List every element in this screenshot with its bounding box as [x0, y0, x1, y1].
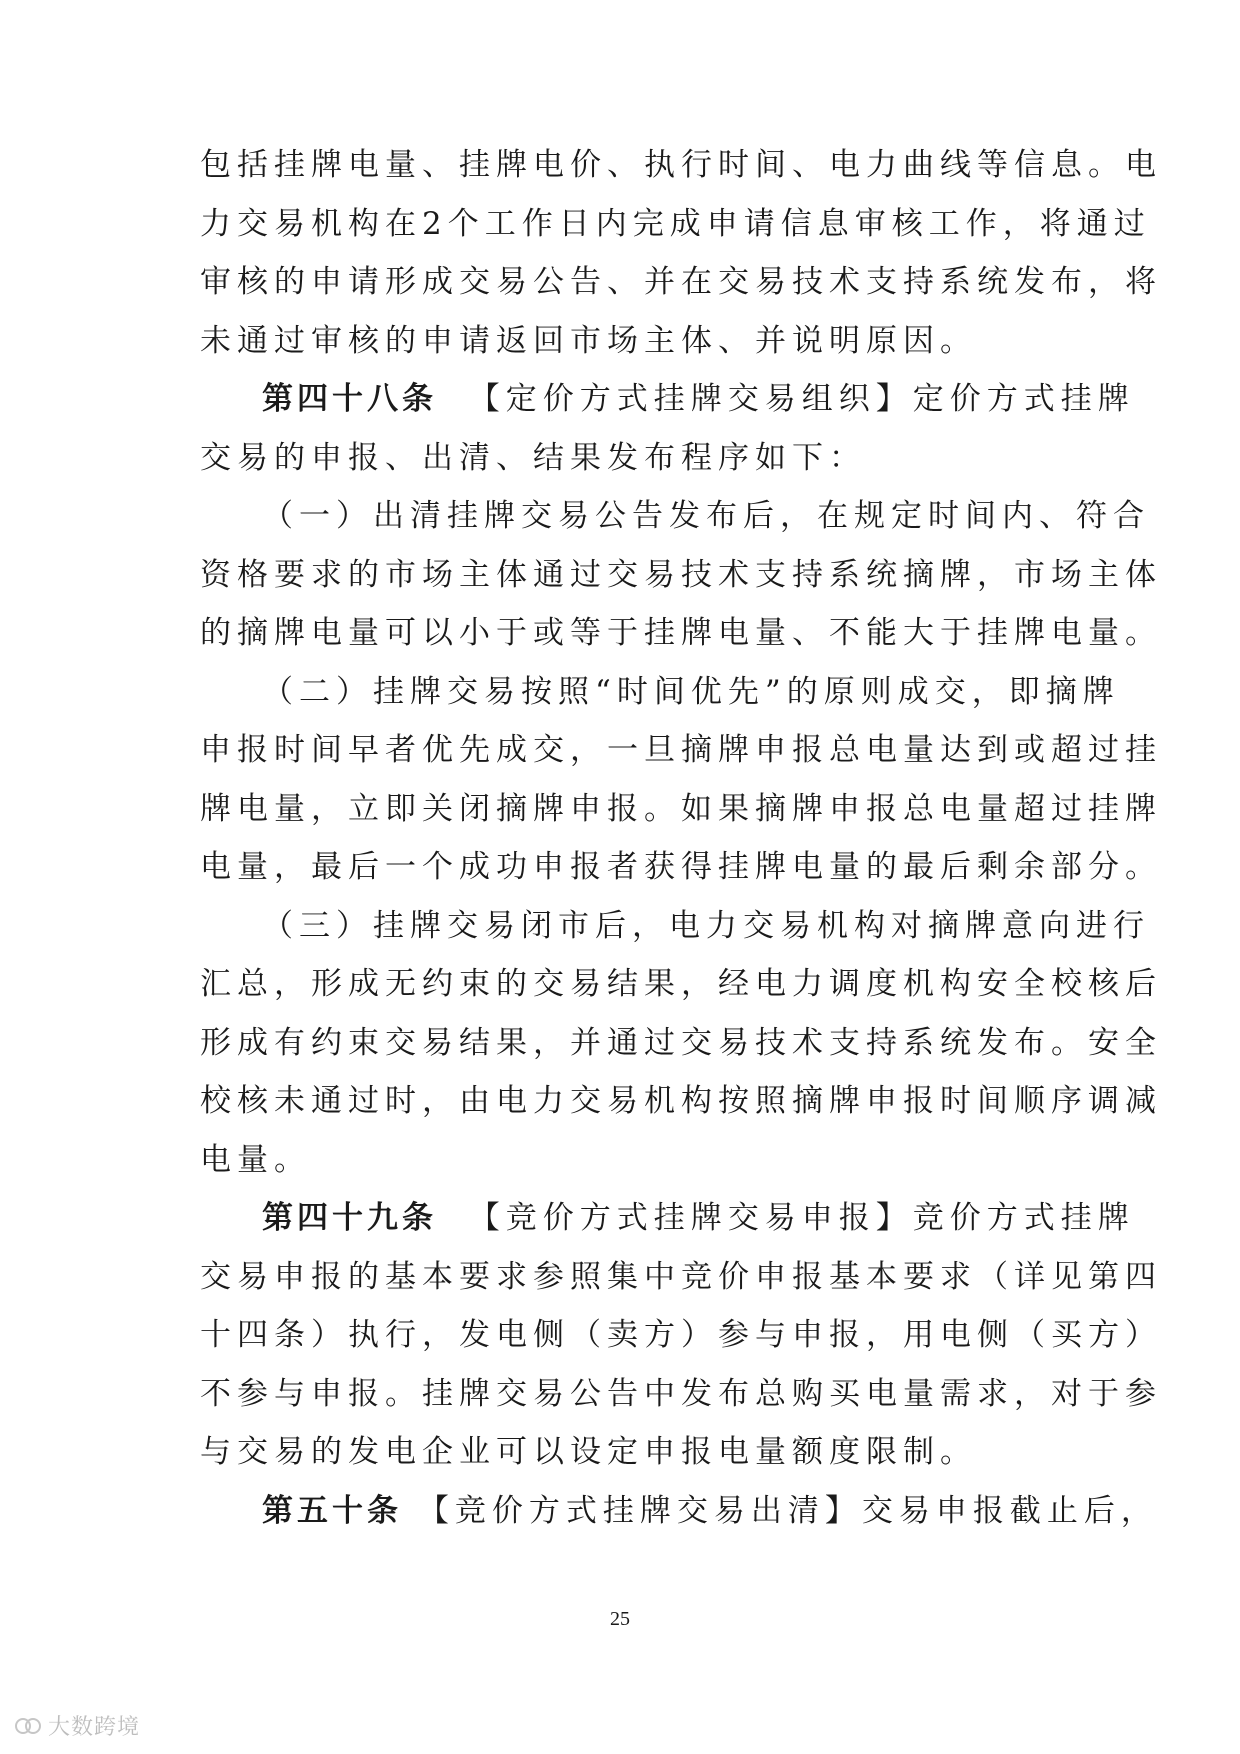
body-line: 包括挂牌电量、挂牌电价、执行时间、电力曲线等信息。电	[200, 147, 1162, 183]
item-1-line: 资格要求的市场主体通过交易技术支持系统摘牌，市场主体	[200, 556, 1162, 593]
body-line: 力交易机构在2个工作日内完成申请信息审核工作，将通过	[200, 205, 1151, 242]
article-49-line: 交易申报的基本要求参照集中竞价申报基本要求（详见第四	[200, 1258, 1162, 1295]
item-3-line: （三）挂牌交易闭市后，电力交易机构对摘牌意向进行	[262, 907, 1150, 944]
article-49-intro: 竞价方式挂牌	[912, 1200, 1135, 1236]
item-3-line: 形成有约束交易结果，并通过交易技术支持系统发布。安全	[200, 1024, 1162, 1061]
article-48-title: 【定价方式挂牌交易组织】	[468, 381, 913, 417]
article-48-number: 第四十八条	[262, 381, 437, 417]
article-49-line: 不参与申报。挂牌交易公告中发布总购买电量需求，对于参	[200, 1375, 1162, 1412]
item-2-line: 牌电量，立即关闭摘牌申报。如果摘牌申报总电量超过挂牌	[200, 790, 1162, 827]
article-49-line: 与交易的发电企业可以设定申报电量额度限制。	[200, 1434, 977, 1470]
article-48-heading-line	[200, 370, 1135, 429]
article-49-number: 第四十九条	[262, 1200, 437, 1236]
page-number: 25	[610, 1608, 630, 1630]
watermark-text: 大数跨境	[48, 1715, 141, 1740]
article-50-intro: 交易申报截止后，	[861, 1492, 1158, 1529]
article-49-heading-line	[200, 1189, 1135, 1248]
item-2-line: 申报时间早者优先成交，一旦摘牌申报总电量达到或超过挂	[200, 732, 1162, 768]
item-3-line: 电量。	[200, 1141, 311, 1178]
item-1-line: 的摘牌电量可以小于或等于挂牌电量、不能大于挂牌电量。	[200, 615, 1162, 651]
article-50-heading-line	[200, 1482, 1158, 1541]
item-2-line: （二）挂牌交易按照“时间优先”的原则成交，即摘牌	[262, 673, 1120, 710]
article-49-title: 【竞价方式挂牌交易申报】	[468, 1200, 913, 1236]
watermark-logo-icon	[14, 1715, 42, 1737]
article-49-line: 十四条）执行，发电侧（卖方）参与申报，用电侧（买方）	[200, 1317, 1162, 1353]
item-1-line: （一）出清挂牌交易公告发布后，在规定时间内、符合	[262, 498, 1150, 534]
article-48-intro: 定价方式挂牌	[912, 381, 1135, 417]
article-50-title: 【竞价方式挂牌交易出清】	[417, 1492, 862, 1529]
body-line: 审核的申请形成交易公告、并在交易技术支持系统发布，将	[200, 264, 1162, 300]
item-3-line: 校核未通过时，由电力交易机构按照摘牌申报时间顺序调减	[200, 1083, 1162, 1119]
body-line: 未通过审核的申请返回市场主体、并说明原因。	[200, 322, 977, 359]
body-line: 交易的申报、出清、结果发布程序如下：	[200, 439, 866, 476]
watermark	[14, 1710, 140, 1741]
document-body	[200, 136, 1162, 1540]
item-2-line: 电量，最后一个成功申报者获得挂牌电量的最后剩余部分。	[200, 849, 1162, 885]
item-3-line: 汇总，形成无约束的交易结果，经电力调度机构安全校核后	[200, 966, 1162, 1002]
article-50-number: 第五十条	[262, 1492, 402, 1529]
